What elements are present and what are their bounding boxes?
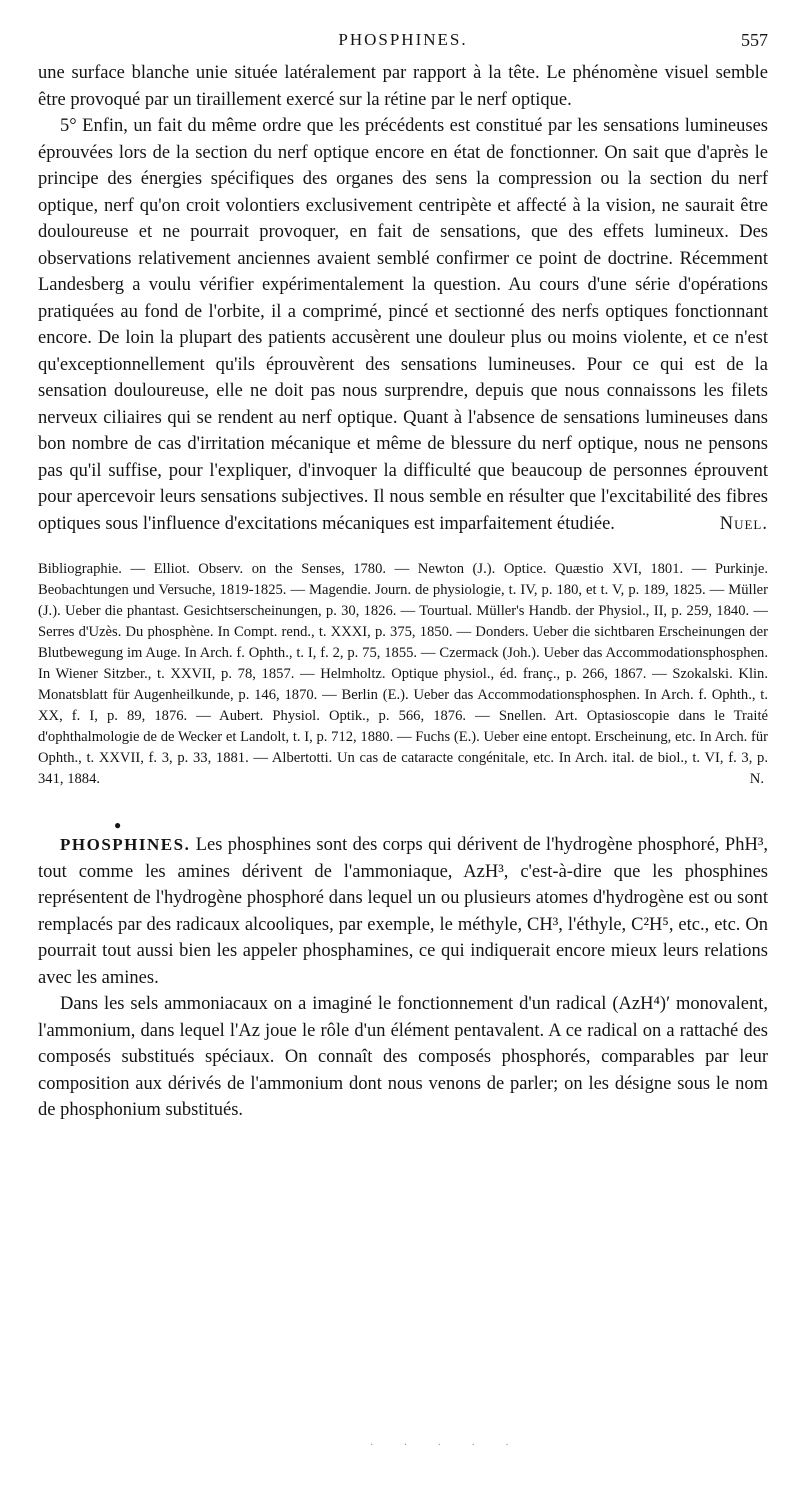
running-title: PHOSPHINES. [338,30,468,49]
entry-heading: PHOSPHINES. [60,835,191,854]
page-header [38,30,768,60]
entry-phosphines-intro [38,832,768,991]
paragraph-optic-nerve-section [38,113,768,537]
bibliography-signature: N. [749,771,764,787]
paragraph-continued: une surface blanche unie située latéralement par rapport à la tête. Le phénomène visuel semble être provoqué par un tiraillement exercé sur la rétine par le nerf optique. [38,63,768,110]
footer-dots: · · · · · [370,1440,523,1451]
section-separator [38,818,768,832]
entry-phosphines-ammonium: Dans les sels ammoniacaux on a imaginé le fonctionnement d'un radical (AzH⁴)′ monovalent, l'ammonium, dans lequel l'Az joue le rôle d'un élément pentavalent. A ce radical on a rattaché des composés substitués spéciaux. On connaît des composés phosphorés, comparables par leur composition aux dérivés de l'ammonium dont nous venons de parler; on les désigne sous le nom de phosphonium substitués. [38,994,768,1120]
page-number: 557 [741,30,768,50]
bibliography-text: Bibliographie. — Elliot. Observ. on the Senses, 1780. — Newton (J.). Optice. Quæstio XVI, 1801. — Purkinje. Beobachtungen und Versuche, 1819-1825. — Magendie. Journ. de physiologie, t. IV, p. 180, et t. V, p. 189, 1825. — Müller (J.). Ueber die phantast. Gesichtserscheinungen, p. 30, 1826. — Tourtual. Müller's Handb. der Physiol., II, p. 259, 1840. — Serres d'Uzès. Du phosphène. In Compt. rend., t. XXXI, p. 375, 1850. — Donders. Ueber die sichtbaren Erscheinungen der Blutbewegung im Auge. In Arch. f. Ophth., t. I, f. 2, p. 75, 1855. — Czermack (Joh.). Ueber das Accommodationsphosphen. In Wiener Sitzber., t. XXVII, p. 78, 1857. — Helmholtz. Optique physiol., éd. franç., p. 266, 1867. — Szokalski. Klin. Monatsblatt für Augenheilkunde, p. 146, 1870. — Berlin (E.). Ueber das Accommodationsphosphen. In Arch. f. Ophth., t. XX, f. I, p. 89, 1876. — Aubert. Physiol. Optik., p. 566, 1876. — Snellen. Art. Optasioscopie dans le Traité d'ophthalmologie de de Wecker et Landolt, t. I, p. 712, 1880. — Fuchs (E.). Ueber eine entopt. Erscheinung, etc. In Arch. für Ophth., t. XXVII, f. 3, p. 33, 1881. — Albertotti. Un cas de cataracte congénitale, etc. In Arch. ital. de biol., t. VI, f. 3, p. 341, 1884. [38,561,768,787]
paragraph-text: 5° Enfin, un fait du même ordre que les précédents est constitué par les sensations lumineuses éprouvées lors de la section du nerf optique encore en état de fonctionner. On sait que d'après le principe des énergies spécifiques des organes des sens la compression ou la section du nerf optique, nerf qu'on croit volontiers exclusivement centripète et affecté à la vision, ne saurait être douloureuse et ne pourrait provoquer, en fait de sensations, que des effets lumineux. Des observations relativement anciennes avaient semblé confirmer ce point de doctrine. Récemment Landesberg a voulu vérifier expérimentalement la question. Au cours d'une série d'opérations pratiquées au fond de l'orbite, il a comprimé, pincé et sectionné des nerfs optiques fonctionnant encore. De loin la plupart des patients accusèrent une douleur plus ou moins violente, et ce n'est qu'exceptionnellement qu'ils éprouvèrent des sensations lumineuses. Pour ce qui est de la sensation douloureuse, elle ne doit pas nous surprendre, depuis que nous connaissons les filets nerveux ciliaires qui se rendent au nerf optique. Quant à l'absence de sensations lumineuses dans bon nombre de cas d'irritation mécanique et même de blessure du nerf optique, nous ne pensons pas qu'il suffise, pour l'expliquer, d'invoquer la difficulté que beaucoup de personnes éprouvent pour apercevoir leurs sensations subjectives. Il nous semble en résulter que l'excitabilité des fibres optiques sous l'influence d'excitations mécaniques est imparfaitement étudiée. [38,116,768,534]
bibliography [38,559,768,790]
page [38,0,768,1124]
author-signature: Nuel. [719,513,768,534]
entry-text: Les phosphines sont des corps qui dérivent de l'hydrogène phosphoré, PhH³, tout comme les amines dérivent de l'ammoniaque, AzH³, c'est-à-dire que les phosphines représentent de l'hydrogène phosphoré dans lequel un ou plusieurs atomes d'hydrogène est ou sont remplacés par des radicaux alcooliques, par exemple, le méthyle, CH³, l'éthyle, C²H⁵, etc., etc. On pourrait tout aussi bien les appeler phosphamines, ce qui indiquerait encore mieux leurs relations avec les amines. [38,835,768,988]
bullet-mark: ● [114,818,122,832]
